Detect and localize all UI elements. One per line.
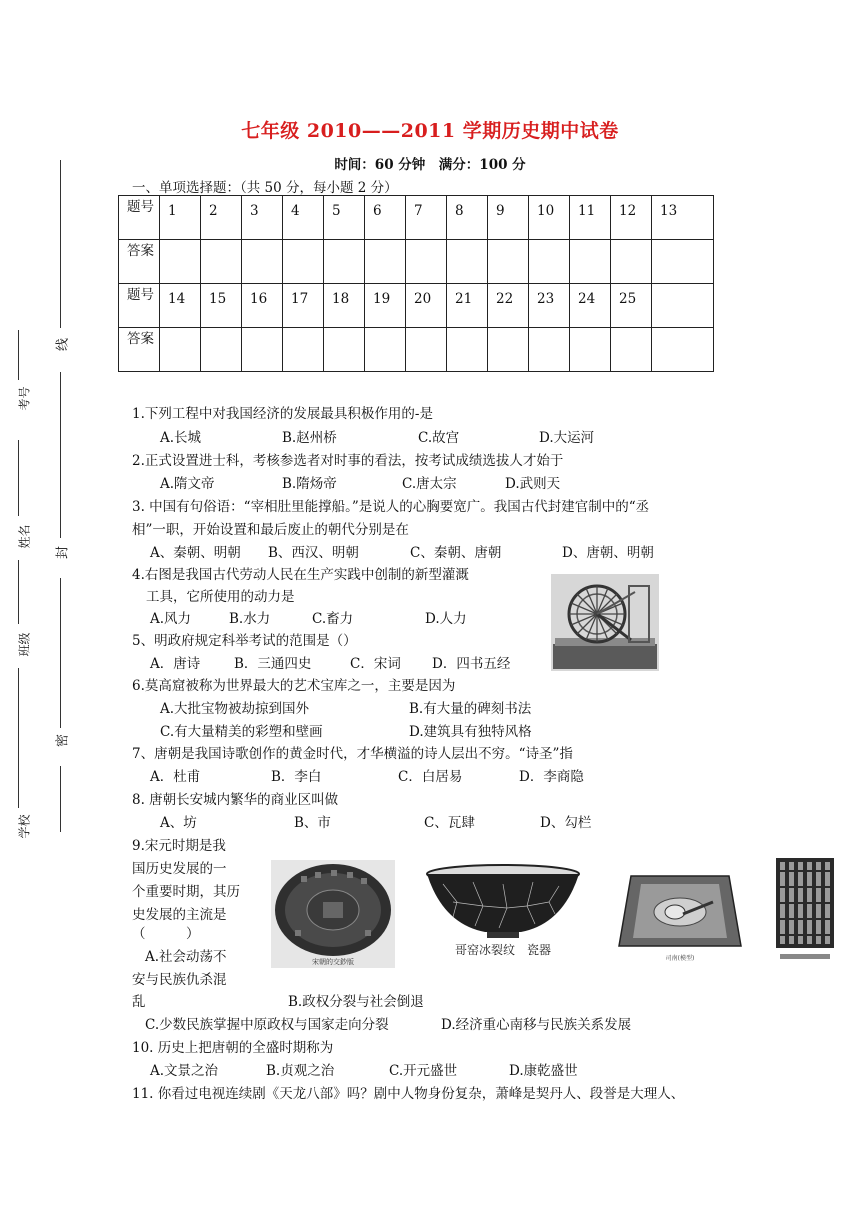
option-10c: C.开元盛世 [389,1063,458,1079]
sinan-compass-image [617,872,743,967]
question-9-line: 9.宋元时期是我 [132,838,226,854]
question-number: 1 [160,196,201,240]
question-3-line1: 3. 中国有句俗语：“宰相肚里能撑船。”是说人的心胸要宽广。我国古代封建官制中的“丞 [132,499,650,515]
option-9d: D.经济重心南移与民族关系发展 [441,1017,632,1033]
table-row-number-1 [119,196,714,240]
option-3b: B、西汉、明朝 [268,545,359,561]
question-number: 13 [652,196,714,240]
question-number: 11 [570,196,611,240]
option-4d: D.人力 [425,611,467,627]
option-7d: D．李商隐 [519,769,584,785]
question-7: 7、唐朝是我国诗歌创作的黄金时代，才华横溢的诗人层出不穷。“诗圣”指 [132,746,573,762]
question-10: 10. 历史上把唐朝的全盛时期称为 [132,1040,334,1056]
option-5b: B．三通四史 [234,656,312,672]
option-6c: C.有大量精美的彩塑和壁画 [160,724,323,740]
row-header-tihao: 题号 [119,284,160,328]
question-number: 22 [488,284,529,328]
table-row-answer-2 [119,328,714,372]
section-heading: 一、单项选择题：（共 50 分，每小题 2 分） [132,180,398,196]
field-underline [18,330,19,380]
answer-cell[interactable] [406,328,447,372]
answer-cell[interactable] [570,328,611,372]
exam-info: 时间：60 分钟 满分：100 分 [334,157,526,173]
option-3c: C、秦朝、唐朝 [410,545,502,561]
option-8a: A、坊 [160,815,197,831]
ge-kiln-bowl-image [423,862,583,962]
option-1d: D.大运河 [539,430,595,446]
answer-cell[interactable] [365,328,406,372]
question-9-line: 史发展的主流是 [132,907,227,923]
option-8d: D、勾栏 [540,815,592,831]
answer-table [118,195,714,372]
question-number [652,284,714,328]
question-11: 11. 你看过电视连续剧《天龙八部》吗？剧中人物身份复杂，萧峰是契丹人、段誉是大理人、 [132,1086,685,1102]
question-5: 5、明政府规定科举考试的范围是（） [132,633,357,649]
song-coin-plate-image [271,860,395,968]
answer-cell[interactable] [529,240,570,284]
question-number: 5 [324,196,365,240]
seal-char-xian: 线 [55,339,68,354]
option-5c: C．宋词 [350,656,401,672]
table-row-number-2 [119,284,714,328]
option-9c: C.少数民族掌握中原政权与国家走向分裂 [145,1017,389,1033]
answer-cell[interactable] [365,240,406,284]
question-number: 23 [529,284,570,328]
option-6b: B.有大量的碑刻书法 [409,701,532,717]
answer-cell[interactable] [447,328,488,372]
answer-cell[interactable] [611,240,652,284]
question-number: 16 [242,284,283,328]
option-4c: C.畜力 [312,611,354,627]
option-8c: C、瓦肆 [424,815,475,831]
waterwheel-image [551,574,659,671]
question-number: 25 [611,284,652,328]
option-2a: A.隋文帝 [160,476,215,492]
coin-caption: 宋朝的交鈔版 [312,958,354,966]
field-banji: 班级 [17,632,32,657]
option-5d: D．四书五经 [432,656,511,672]
field-kaohao: 考号 [17,386,32,411]
question-8: 8. 唐朝长安城内繁华的商业区叫做 [132,792,339,808]
question-2: 2.正式设置进士科，考核参选者对时事的看法，按考试成绩选拔人才始于 [132,453,564,469]
answer-cell[interactable] [652,328,714,372]
answer-cell[interactable] [242,240,283,284]
answer-cell[interactable] [570,240,611,284]
option-7c: C．白居易 [398,769,463,785]
option-10a: A.文景之治 [150,1063,219,1079]
option-6a: A.大批宝物被劫掠到国外 [160,701,310,717]
answer-cell[interactable] [283,240,324,284]
question-number: 8 [447,196,488,240]
page-title: 七年级 2010——2011 学期历史期中试卷 [241,120,619,142]
question-number: 18 [324,284,365,328]
answer-cell[interactable] [324,328,365,372]
seal-char-feng: 封 [55,547,68,562]
answer-cell[interactable] [160,328,201,372]
answer-cell[interactable] [242,328,283,372]
answer-cell[interactable] [201,328,242,372]
answer-cell[interactable] [160,240,201,284]
question-6: 6.莫高窟被称为世界最大的艺术宝库之一，主要是因为 [132,678,456,694]
bowl-caption: 哥窑冰裂纹 瓷器 [454,943,552,957]
question-4-line2: 工具，它所使用的动力是 [146,589,295,605]
question-number: 12 [611,196,652,240]
answer-cell[interactable] [406,240,447,284]
option-9a-line: A.社会动荡不 [145,949,227,965]
question-number: 2 [201,196,242,240]
option-3d: D、唐朝、明朝 [562,545,654,561]
answer-cell[interactable] [652,240,714,284]
row-header-daan: 答案 [119,240,160,284]
option-8b: B、市 [294,815,331,831]
question-number: 3 [242,196,283,240]
option-3a: A、秦朝、明朝 [150,545,241,561]
option-1a: A.长城 [160,430,202,446]
option-10d: D.康乾盛世 [509,1063,578,1079]
question-9-line: （ ） [132,926,200,942]
row-header-tihao: 题号 [119,196,160,240]
question-1: 1.下列工程中对我国经济的发展最具积极作用的-是 [132,406,433,422]
option-9a-line: 乱 [132,994,146,1010]
field-underline [18,560,19,624]
answer-cell[interactable] [611,328,652,372]
question-number: 19 [365,284,406,328]
question-number: 24 [570,284,611,328]
question-number: 17 [283,284,324,328]
question-9-line: 国历史发展的一 [132,861,227,877]
question-9-line: 个重要时期，其历 [132,884,240,900]
question-number: 14 [160,284,201,328]
field-underline [18,440,19,516]
option-4b: B.水力 [229,611,271,627]
question-number: 10 [529,196,570,240]
compass-caption: 司南(模型) [665,955,695,962]
field-underline [18,668,19,808]
option-10b: B.贞观之治 [266,1063,335,1079]
question-3-line2: 相”一职，开始设置和最后废止的朝代分别是在 [132,522,409,538]
option-9a-line: 安与民族仇杀混 [132,972,227,988]
answer-cell[interactable] [529,328,570,372]
table-row-answer-1 [119,240,714,284]
question-number: 21 [447,284,488,328]
question-number: 15 [201,284,242,328]
question-number: 9 [488,196,529,240]
option-7a: A．杜甫 [150,769,201,785]
option-9b: B.政权分裂与社会倒退 [288,994,424,1010]
seal-line-segment [60,578,61,728]
option-2b: B.隋炀帝 [282,476,337,492]
field-xuexiao: 学校 [17,814,32,839]
seal-line-segment [60,160,61,328]
answer-cell[interactable] [324,240,365,284]
question-number: 6 [365,196,406,240]
option-1c: C.故宫 [418,430,460,446]
row-header-daan: 答案 [119,328,160,372]
question-number: 7 [406,196,447,240]
option-7b: B．李白 [271,769,322,785]
answer-cell[interactable] [447,240,488,284]
option-5a: A．唐诗 [150,656,201,672]
answer-cell[interactable] [283,328,324,372]
field-xingming: 姓名 [17,524,32,549]
seal-char-mi: 密 [55,735,68,750]
seal-line-segment [60,372,61,538]
option-4a: A.风力 [150,611,192,627]
answer-cell[interactable] [488,240,529,284]
seal-line-segment [60,766,61,832]
question-number: 20 [406,284,447,328]
question-number: 4 [283,196,324,240]
option-2c: C.唐太宗 [402,476,457,492]
answer-cell[interactable] [201,240,242,284]
option-6d: D.建筑具有独特风格 [409,724,532,740]
option-2d: D.武则天 [505,476,561,492]
answer-cell[interactable] [488,328,529,372]
printed-book-image [772,856,838,968]
option-1b: B.赵州桥 [282,430,337,446]
question-4-line1: 4.右图是我国古代劳动人民在生产实践中创制的新型灌溉 [132,567,469,583]
